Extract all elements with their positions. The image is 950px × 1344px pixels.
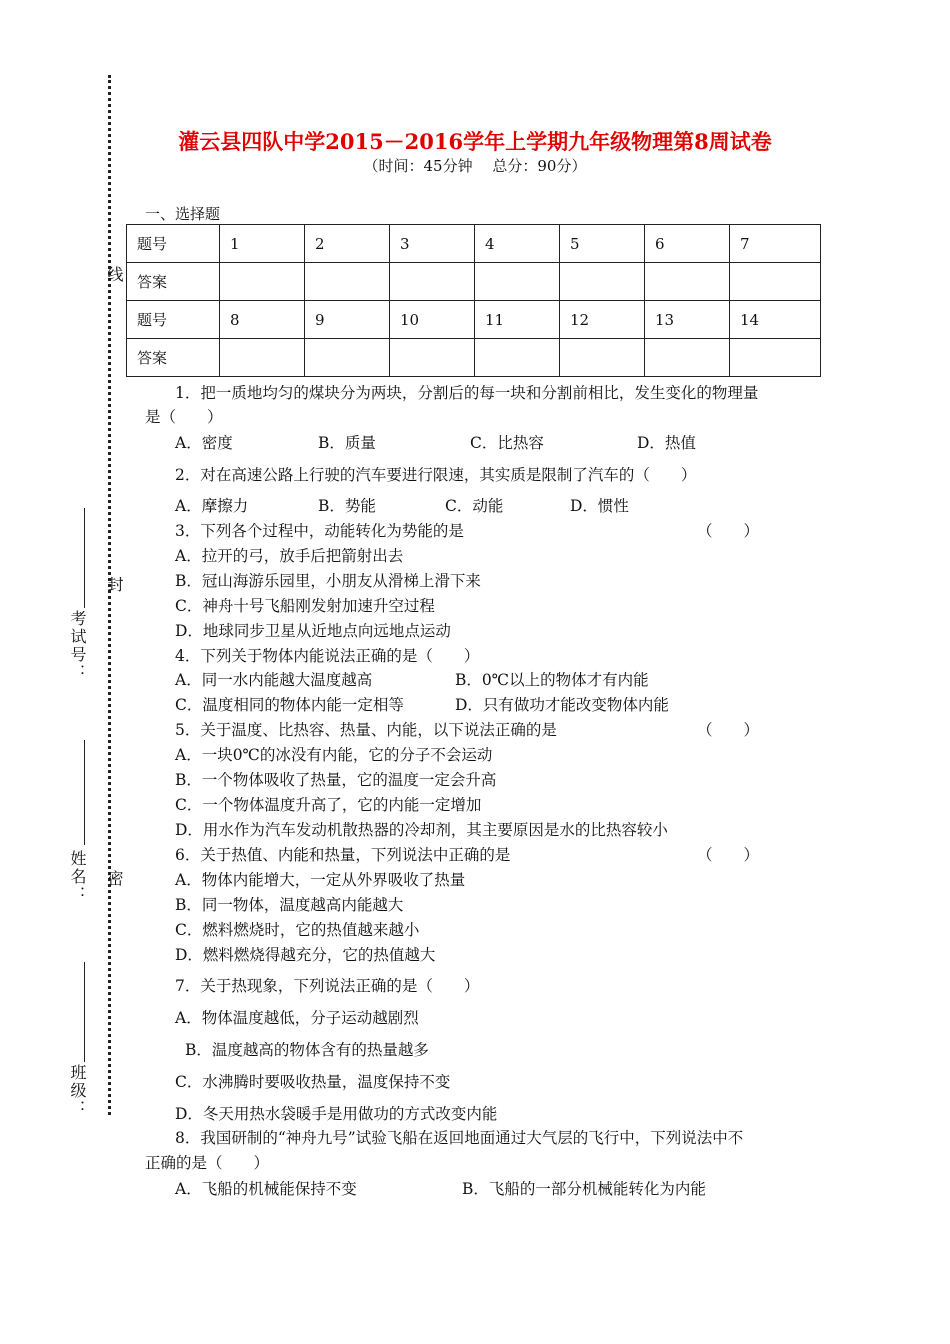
page-subtitle: （时间：45分钟 总分：90分） xyxy=(363,157,587,175)
q5-option-d: D．用水作为汽车发动机散热器的冷却剂，其主要原因是水的比热容较小 xyxy=(175,821,668,839)
table-row xyxy=(127,263,821,301)
q3-bracket: （ ） xyxy=(697,522,760,540)
row-header: 题号 xyxy=(127,225,220,263)
q2-option-d: D．惯性 xyxy=(570,497,629,515)
answer-cell[interactable] xyxy=(645,263,730,301)
q6-option-b: B．同一物体，温度越高内能越大 xyxy=(175,896,404,914)
q1-option-c: C．比热容 xyxy=(470,434,544,452)
answer-cell[interactable] xyxy=(730,263,821,301)
q6-stem: 6．关于热值、内能和热量，下列说法中正确的是 xyxy=(175,846,511,864)
q8-option-b: B．飞船的一部分机械能转化为内能 xyxy=(462,1180,706,1198)
question-number-cell: 2 xyxy=(305,225,390,263)
q4-stem: 4．下列关于物体内能说法正确的是（ ） xyxy=(175,647,480,665)
answer-cell[interactable] xyxy=(390,263,475,301)
q1-option-d: D．热值 xyxy=(637,434,696,452)
q8-option-a: A．飞船的机械能保持不变 xyxy=(175,1180,357,1198)
q3-option-b: B．冠山海游乐园里，小朋友从滑梯上滑下来 xyxy=(175,572,481,590)
row-header: 题号 xyxy=(127,301,220,339)
class-line xyxy=(84,962,85,1062)
name-line xyxy=(84,740,85,845)
answer-cell[interactable] xyxy=(220,339,305,377)
q6-option-a: A．物体内能增大，一定从外界吸收了热量 xyxy=(175,871,466,889)
q5-option-c: C．一个物体温度升高了，它的内能一定增加 xyxy=(175,796,482,814)
q4-option-a: A．同一水内能越大温度越高 xyxy=(175,671,373,689)
q3-stem: 3．下列各个过程中，动能转化为势能的是 xyxy=(175,522,464,540)
q3-option-c: C．神舟十号飞船刚发射加速升空过程 xyxy=(175,597,435,615)
q6-bracket: （ ） xyxy=(697,846,760,864)
q2-stem: 2．对在高速公路上行驶的汽车要进行限速，其实质是限制了汽车的（ ） xyxy=(175,466,697,484)
q4-option-c: C．温度相同的物体内能一定相等 xyxy=(175,696,404,714)
answer-cell[interactable] xyxy=(305,339,390,377)
question-number-cell: 9 xyxy=(305,301,390,339)
row-header: 答案 xyxy=(127,339,220,377)
question-number-cell: 10 xyxy=(390,301,475,339)
q1-option-a: A．密度 xyxy=(175,434,233,452)
class-label: 班级： xyxy=(68,1064,87,1118)
name-label: 姓名： xyxy=(68,850,87,904)
q5-option-b: B．一个物体吸收了热量，它的温度一定会升高 xyxy=(175,771,497,789)
q1-stem: 1．把一质地均匀的煤块分为两块，分割后的每一块和分割前相比，发生变化的物理量 xyxy=(175,384,759,402)
answer-cell[interactable] xyxy=(560,263,645,301)
q7-stem: 7．关于热现象，下列说法正确的是（ ） xyxy=(175,977,480,995)
q3-option-d: D．地球同步卫星从近地点向远地点运动 xyxy=(175,622,451,640)
q4-option-d: D．只有做功才能改变物体内能 xyxy=(455,696,669,714)
q5-option-a: A．一块0℃的冰没有内能，它的分子不会运动 xyxy=(175,746,493,764)
question-number-cell: 7 xyxy=(730,225,821,263)
question-number-cell: 4 xyxy=(475,225,560,263)
question-number-cell: 1 xyxy=(220,225,305,263)
question-number-cell: 3 xyxy=(390,225,475,263)
question-number-cell: 8 xyxy=(220,301,305,339)
q6-option-c: C．燃料燃烧时，它的热值越来越小 xyxy=(175,921,420,939)
table-row xyxy=(127,339,821,377)
q7-option-d: D．冬天用热水袋暖手是用做功的方式改变内能 xyxy=(175,1105,498,1123)
answer-cell[interactable] xyxy=(475,339,560,377)
cut-label-secret: 密 xyxy=(105,870,124,888)
table-row xyxy=(127,301,821,339)
q2-option-b: B．势能 xyxy=(318,497,376,515)
answer-cell[interactable] xyxy=(560,339,645,377)
table-row xyxy=(127,225,821,263)
q2-option-a: A．摩擦力 xyxy=(175,497,249,515)
q7-option-a: A．物体温度越低，分子运动越剧烈 xyxy=(175,1009,419,1027)
page-title: 灌云县四队中学2015－2016学年上学期九年级物理第8周试卷 xyxy=(178,129,772,154)
question-number-cell: 11 xyxy=(475,301,560,339)
cut-label-line: 线 xyxy=(105,266,124,284)
q4-option-b: B．0℃以上的物体才有内能 xyxy=(455,671,649,689)
question-number-cell: 6 xyxy=(645,225,730,263)
q1-stem-cont: 是（ ） xyxy=(145,408,223,426)
answer-cell[interactable] xyxy=(305,263,390,301)
answer-cell[interactable] xyxy=(390,339,475,377)
q6-option-d: D．燃料燃烧得越充分，它的热值越大 xyxy=(175,946,436,964)
q5-stem: 5．关于温度、比热容、热量、内能，以下说法正确的是 xyxy=(175,721,557,739)
q2-option-c: C．动能 xyxy=(445,497,504,515)
question-number-cell: 5 xyxy=(560,225,645,263)
question-number-cell: 14 xyxy=(730,301,821,339)
answer-cell[interactable] xyxy=(475,263,560,301)
question-number-cell: 13 xyxy=(645,301,730,339)
q3-option-a: A．拉开的弓，放手后把箭射出去 xyxy=(175,547,404,565)
answer-cell[interactable] xyxy=(730,339,821,377)
q8-stem-cont: 正确的是（ ） xyxy=(145,1154,270,1172)
section-label: 一、选择题 xyxy=(145,205,221,223)
binding-dotted-line xyxy=(108,75,111,1115)
q1-option-b: B．质量 xyxy=(318,434,376,452)
q7-option-b: B．温度越高的物体含有的热量越多 xyxy=(185,1041,429,1059)
q5-bracket: （ ） xyxy=(697,721,760,739)
exam-number-line xyxy=(84,508,85,608)
answer-table xyxy=(126,224,821,377)
q7-option-c: C．水沸腾时要吸收热量，温度保持不变 xyxy=(175,1073,451,1091)
question-number-cell: 12 xyxy=(560,301,645,339)
q8-stem: 8．我国研制的“神舟九号”试验飞船在返回地面通过大气层的飞行中，下列说法中不 xyxy=(175,1129,744,1147)
answer-cell[interactable] xyxy=(220,263,305,301)
exam-number-label: 考试号： xyxy=(68,610,87,682)
row-header: 答案 xyxy=(127,263,220,301)
cut-label-seal: 封 xyxy=(105,576,124,594)
answer-cell[interactable] xyxy=(645,339,730,377)
